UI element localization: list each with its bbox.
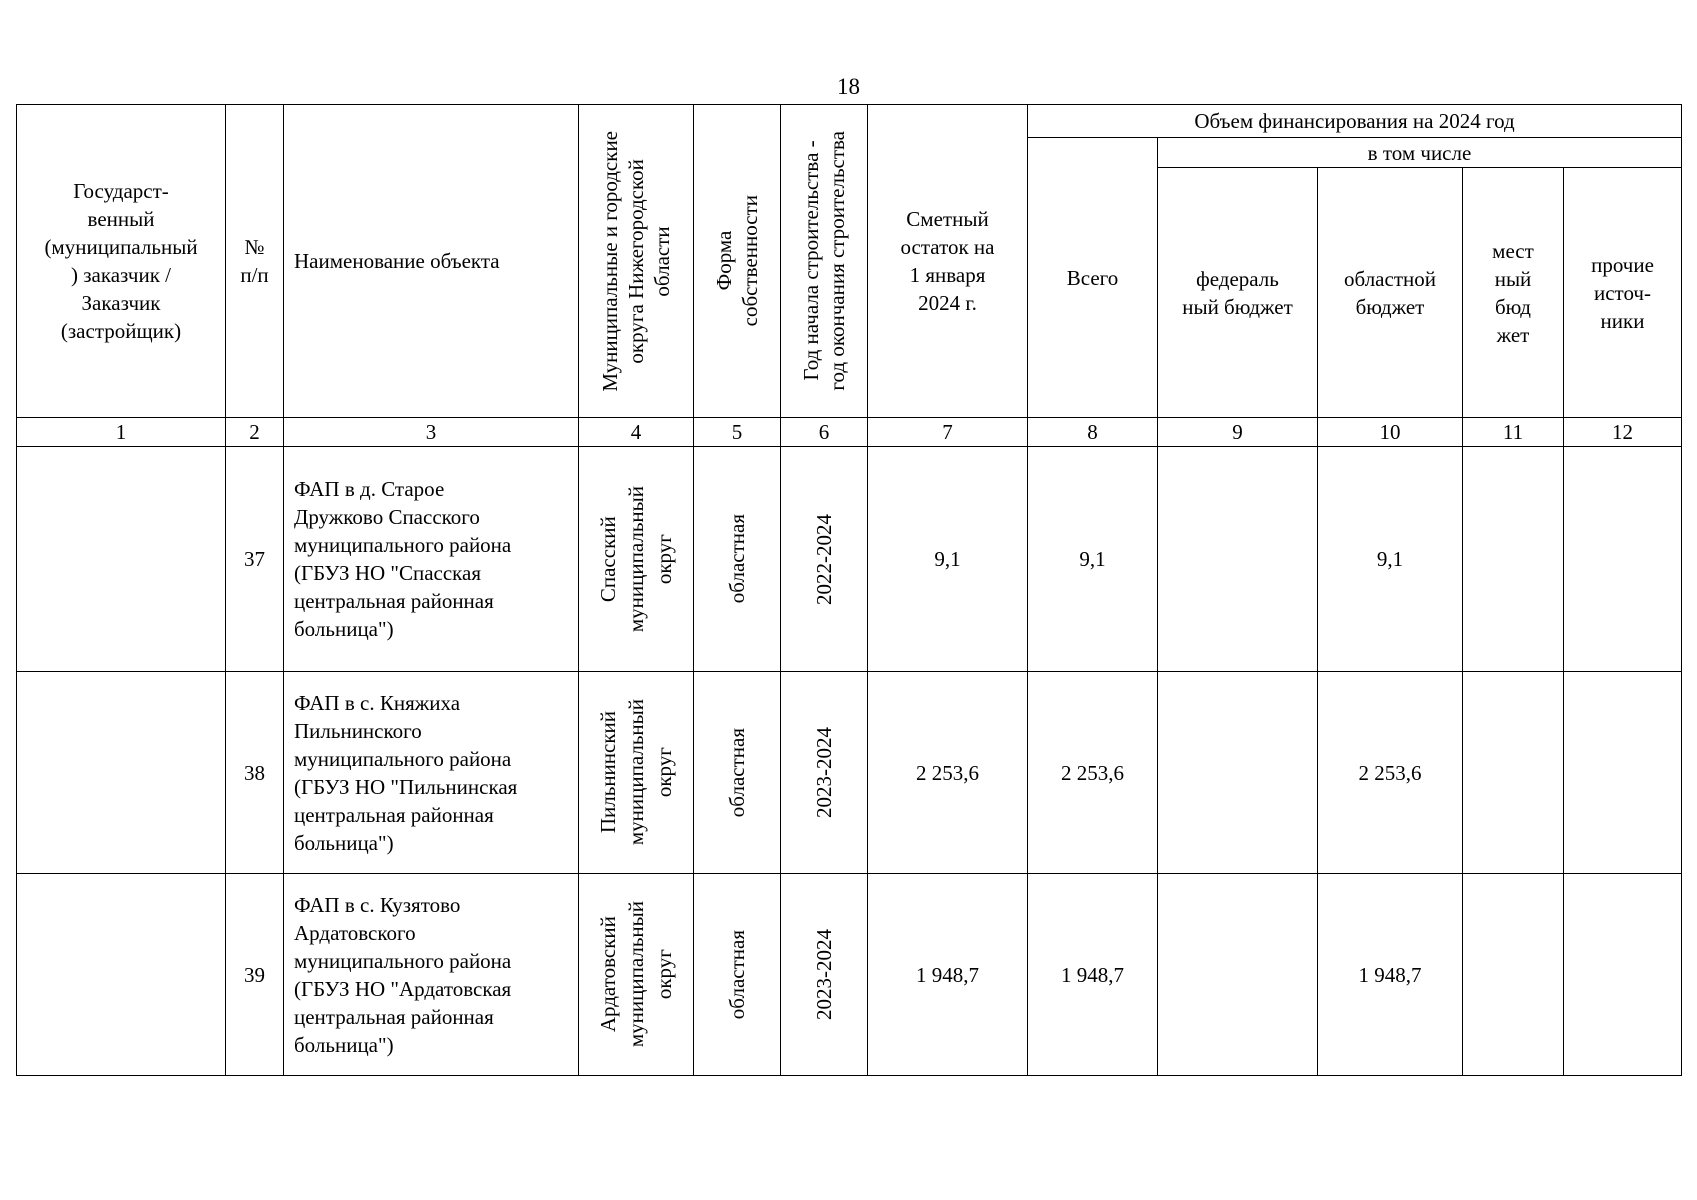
row-object-name: ФАП в с. Княжиха Пильнинского муниципального района (ГБУЗ НО "Пильнинская центральная районная больница") [284, 672, 579, 874]
row-regional-budget: 2 253,6 [1318, 672, 1463, 874]
row-ownership: областная [725, 727, 749, 818]
row-number: 38 [226, 672, 284, 874]
row-years: 2022-2024 [812, 513, 836, 605]
row-number: 39 [226, 874, 284, 1076]
row-total: 2 253,6 [1028, 672, 1158, 874]
header-total: Всего [1028, 138, 1158, 418]
column-number: 10 [1318, 418, 1463, 447]
header-years-cell [781, 105, 868, 418]
header-municipality: Муниципальные и городские округа Нижегородской области [598, 130, 674, 392]
header-local-budget: мест ный бюд жет [1463, 168, 1564, 418]
row-years-cell [781, 447, 868, 672]
column-number-row [17, 418, 1682, 447]
column-number: 3 [284, 418, 579, 447]
header-years: Год начала строительства - год окончания строительства [799, 131, 849, 391]
row-municipality-cell [579, 447, 694, 672]
row-object-name: ФАП в д. Старое Дружково Спасского муниципального района (ГБУЗ НО "Спасская центральная районная больница") [284, 447, 579, 672]
row-estimate-balance: 2 253,6 [868, 672, 1028, 874]
column-number: 7 [868, 418, 1028, 447]
header-ownership: Форма собственности [712, 195, 762, 327]
row-years: 2023-2024 [812, 727, 836, 818]
row-municipality-cell [579, 672, 694, 874]
row-number: 37 [226, 447, 284, 672]
header-regional-budget: областной бюджет [1318, 168, 1463, 418]
row-other-sources [1564, 672, 1682, 874]
row-federal-budget [1158, 447, 1318, 672]
header-row [17, 105, 1682, 138]
row-ownership: областная [725, 514, 749, 604]
header-financing-volume: Объем финансирования на 2024 год [1028, 105, 1682, 138]
row-customer [17, 672, 226, 874]
row-estimate-balance: 1 948,7 [868, 874, 1028, 1076]
header-other-sources: прочие источ- ники [1564, 168, 1682, 418]
row-total: 1 948,7 [1028, 874, 1158, 1076]
row-other-sources [1564, 874, 1682, 1076]
header-object-name: Наименование объекта [284, 105, 579, 418]
row-regional-budget: 9,1 [1318, 447, 1463, 672]
row-ownership-cell [694, 672, 781, 874]
row-years: 2023-2024 [812, 929, 836, 1020]
row-object-name: ФАП в с. Кузятово Ардатовского муниципального района (ГБУЗ НО "Ардатовская центральная районная больница") [284, 874, 579, 1076]
row-local-budget [1463, 447, 1564, 672]
table-row [17, 672, 1682, 874]
row-local-budget [1463, 672, 1564, 874]
header-including: в том числе [1158, 138, 1682, 168]
row-federal-budget [1158, 874, 1318, 1076]
row-total: 9,1 [1028, 447, 1158, 672]
row-municipality: Пильнинский муниципальный округ [596, 699, 676, 846]
row-ownership: областная [725, 929, 749, 1020]
column-number: 2 [226, 418, 284, 447]
column-number: 6 [781, 418, 868, 447]
construction-objects-table [16, 104, 1682, 1076]
row-federal-budget [1158, 672, 1318, 874]
row-customer [17, 447, 226, 672]
row-ownership-cell [694, 874, 781, 1076]
row-municipality: Спасский муниципальный округ [596, 485, 676, 633]
header-municipality-cell [579, 105, 694, 418]
row-ownership-cell [694, 447, 781, 672]
column-number: 5 [694, 418, 781, 447]
column-number: 9 [1158, 418, 1318, 447]
header-customer: Государст- венный (муниципальный ) заказчик / Заказчик (застройщик) [17, 105, 226, 418]
header-estimate-balance: Сметный остаток на 1 января 2024 г. [868, 105, 1028, 418]
column-number: 12 [1564, 418, 1682, 447]
column-number: 11 [1463, 418, 1564, 447]
header-federal-budget: федераль ный бюджет [1158, 168, 1318, 418]
page-number: 18 [837, 74, 860, 99]
row-years-cell [781, 672, 868, 874]
header-number: № п/п [226, 105, 284, 418]
row-other-sources [1564, 447, 1682, 672]
row-customer [17, 874, 226, 1076]
table-row [17, 447, 1682, 672]
row-years-cell [781, 874, 868, 1076]
row-municipality: Ардатовский муниципальный округ [596, 901, 676, 1048]
row-local-budget [1463, 874, 1564, 1076]
table-row [17, 874, 1682, 1076]
column-number: 8 [1028, 418, 1158, 447]
header-ownership-cell [694, 105, 781, 418]
column-number: 1 [17, 418, 226, 447]
row-estimate-balance: 9,1 [868, 447, 1028, 672]
row-municipality-cell [579, 874, 694, 1076]
row-regional-budget: 1 948,7 [1318, 874, 1463, 1076]
column-number: 4 [579, 418, 694, 447]
